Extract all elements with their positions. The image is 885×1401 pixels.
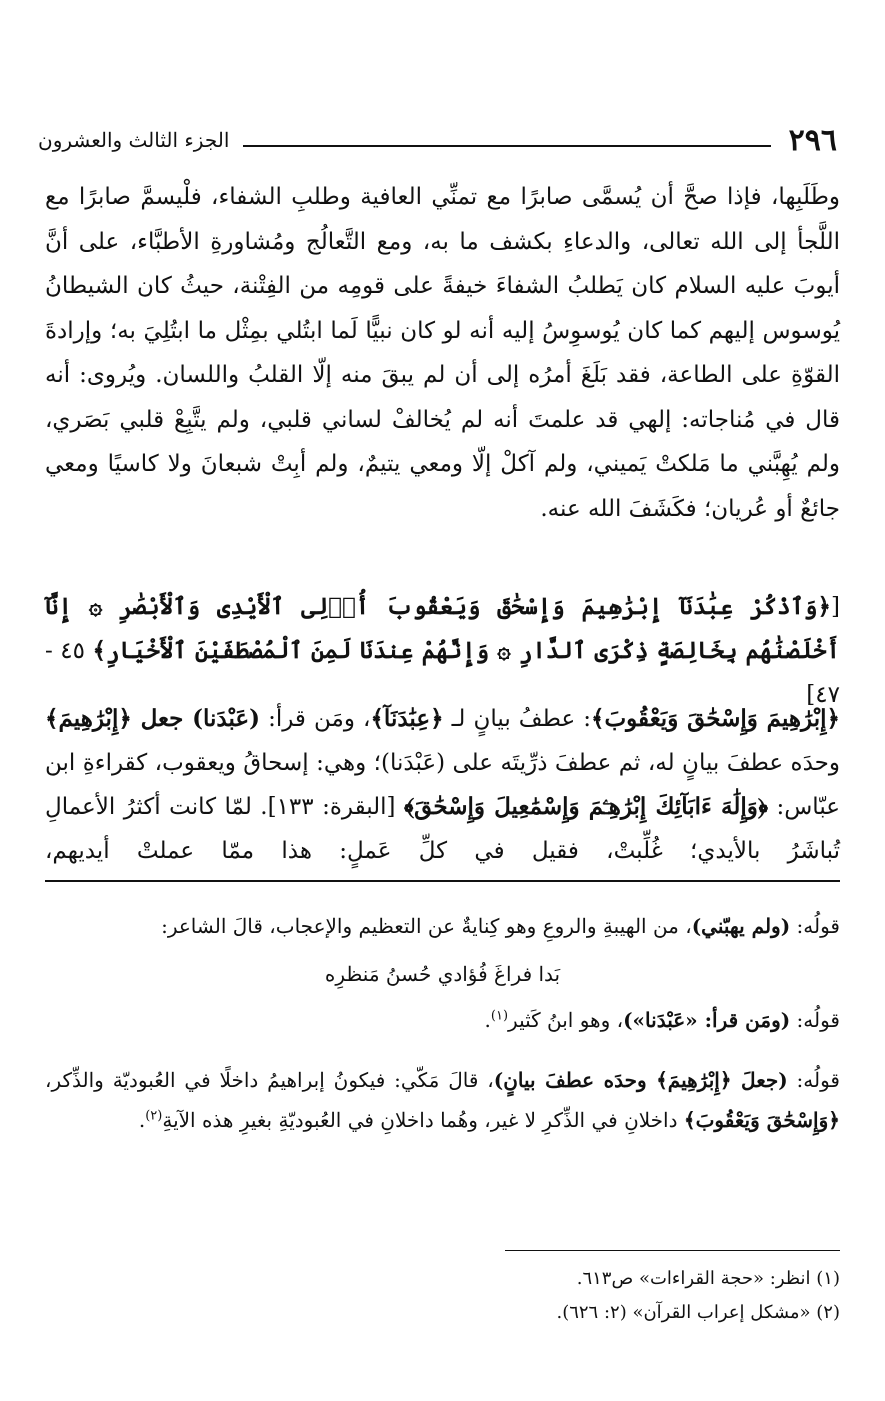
commentary (45, 906, 840, 1140)
commentary-text: ، من الهيبةِ والروعِ وهو كِنايةٌ عن التعظيم والإعجاب، قالَ الشاعر: (161, 914, 692, 938)
page-header (38, 120, 837, 160)
commentary-item-3 (45, 1060, 840, 1140)
tafsir-block (45, 697, 840, 873)
main-paragraph: وطَلَبِها، فإذا صحَّ أن يُسمَّى صابرًا مع تمنِّي العافية وطلبِ الشفاء، فلْيسمَّ صابرًا مع اللَّجأ إلى الله تعالى، والدعاءِ بكشف ما به، ومع التَّعالُج ومُشاورةِ الأطبَّاء، على أنَّ أيوبَ عليه السلام كان يَطلبُ الشفاءَ خيفةً على قومِه من الفِتْنة، حيثُ كان الشيطانُ يُوسوس إليهم كما كان يُوسوِسُ إليه أنه لو كان نبيًّا لَما ابتُلي بمِثْل ما ابتُلِيَ به؛ وإرادةَ القوّةِ على الطاعة، فقد بَلَغَ أمرُه إلى أن لم يبقَ منه إلّا القلبُ واللسان. ويُروى: أنه قال في مُناجاته: إلهي قد علمتَ أنه لم يُخالفْ لساني قلبي، ولم يتَّبِعْ قلبي بَصَري، ولم يُهِبَّني ما مَلكتْ يَميني، ولم آكلْ إلّا ومعي يتيمٌ، ولم أبِتْ شبعانَ ولا كاسيًا ومعي جائعٌ أو عُريان؛ فكَشَفَ الله عنه. (45, 184, 840, 522)
page-number: ٢٩٦ (788, 122, 837, 158)
tafsir-reading: (عَبْدَنا) جعل ﴿إِبْرَٰهِيمَ﴾ (45, 705, 261, 732)
commentary-text: ، وهو ابنُ كَثير (508, 1008, 624, 1032)
tafsir-quote-2: ﴿عِبَٰدَنَآ﴾ (370, 705, 444, 732)
commentary-end: . (138, 1108, 146, 1132)
commentary-label: قولُه: (796, 1068, 840, 1092)
footnotes (45, 1262, 840, 1330)
tafsir-text-2: ، ومَن قرأ: (260, 706, 371, 732)
commentary-text: داخلانِ في الذِّكرِ لا غير، وهُما داخلانِ في العُبوديّةِ بغيرِ هذه الآيةِ (162, 1108, 684, 1132)
tafsir-text-4: [البقرة: ١٣٣]. لمّا كانت أكثرُ الأعمالِ تُباشَرُ بالأيدي؛ غُلِّبتْ، فقيل في كلِّ عَملٍ: هذا ممّا عملتْ أيديهم، (45, 794, 840, 864)
commentary-item-2 (45, 1000, 840, 1040)
commentary-quote: (ولم يهبّني) (691, 914, 791, 938)
footnote-ref-2[interactable]: (٢) (145, 1108, 163, 1124)
verse-open-bracket: [ (831, 594, 840, 620)
commentary-label: قولُه: (796, 914, 840, 938)
header-rule (243, 145, 770, 147)
footnote-1: (١) انظر: «حجة القراءات» ص٦١٣. (576, 1268, 840, 1289)
commentary-quote: (ومَن قرأ: «عَبْدَنا») (623, 1008, 791, 1032)
tafsir-text-3: وحدَه عطفَ بيانٍ له، ثم عطفَ ذرِّيتَه على (عَبْدَنا)؛ وهي: إسحاقُ ويعقوب، كقراءةِ ابن عبّاس: (45, 749, 840, 820)
commentary-quran-quote: ﴿وَإِسْحَٰقَ وَيَعْقُوبَ﴾ (683, 1108, 840, 1132)
tafsir-quote-3: ﴿وَإِلَٰهَ ءَابَآئِكَ إِبْرَٰهِـۧمَ وَإِسْمَٰعِيلَ وَإِسْحَٰقَ﴾ (403, 793, 769, 820)
poem-line: بَدا فراغَ فُؤادي حُسنُ مَنظرِه (324, 962, 561, 986)
commentary-quote: (جعلَ ﴿إِبْرَٰهِيمَ﴾ وحدَه عطفَ بيانٍ) (493, 1068, 788, 1092)
commentary-text: ، قالَ مَكّي: فيكونُ إبراهيمُ داخلًا في العُبوديّة والذِّكر، (45, 1068, 494, 1092)
tafsir-quote-1: ﴿إِبْرَٰهِيمَ وَإِسْحَٰقَ وَيَعْقُوبَ﴾ (591, 705, 840, 732)
quran-verse: ﴿وَٱذْكُرْ عِبَٰدَنَآ إِبْرَٰهِيمَ وَإِسْحَٰقَ وَيَعْقُوبَ أُو۟لِى ٱلْأَيْدِى وَٱلْأَبْصَٰرِ ۞ إِنَّآ أَخْلَصْنَٰهُم بِخَالِصَةٍ ذِكْرَى ٱلدَّارِ ۞ وَإِنَّهُمْ عِندَنَا لَمِنَ ٱلْمُصْطَفَيْنَ ٱلْأَخْيَارِ﴾ (45, 593, 840, 664)
running-title: الجزء الثالث والعشرون (38, 128, 230, 152)
main-divider (45, 880, 840, 882)
tafsir-paragraph (45, 697, 840, 873)
footnote-2: (٢) «مشكل إعراب القرآن» (٢: ٦٢٦). (556, 1302, 840, 1323)
commentary-label: قولُه: (796, 1008, 840, 1032)
main-text (45, 175, 840, 531)
verse-reference: ٤٥ - ٤٧] (45, 638, 840, 708)
tafsir-text-1: : عطفُ بيانٍ لـ (443, 706, 592, 732)
commentary-end: . (484, 1008, 491, 1032)
footnote-divider (505, 1250, 840, 1251)
commentary-item-1 (45, 906, 840, 946)
footnote-ref-1[interactable]: (١) (490, 1008, 509, 1024)
